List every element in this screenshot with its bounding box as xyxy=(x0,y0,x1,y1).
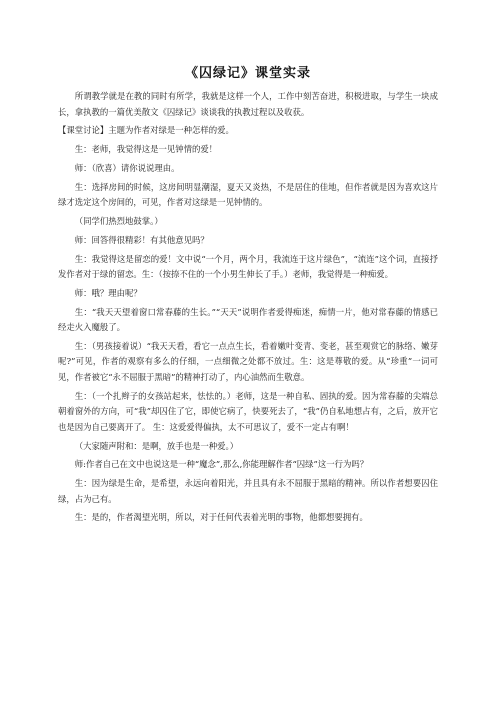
document-body xyxy=(58,89,438,526)
paragraph: 生：老师，我觉得这是一见钟情的爱！ xyxy=(74,144,218,155)
paragraph: 生：（一个扎辫子的女孩站起来，怯怯的。）老师，这是一种自私、固执的爱。因为常春藤的尖端总朝着窗外的方向，可“我”却囚住了它，即使它病了，快要死去了，“我”仍自私地想占有，之后，放开它也是因为自己要离开了。 生：这爱爱得偏执，太不可思议了，爱不一定占有啊！ xyxy=(58,390,438,432)
paragraph: 生：（男孩接着说）“我天天看，看它一点点生长，看着嫩叶变青、变老，甚至观赏它的脉络、嫩芽呢?”可见，作者的观察有多么的仔细，一点细微之处都不放过。生：这是尊敬的爱。从“珍重”一词可见，作者被它“永不屈服于黑暗”的精神打动了，内心油然而生敬意。 xyxy=(58,340,438,382)
paragraph: 生：选择房间的时候，这房间明显潮湿，夏天又炎热，不是居住的佳地，但作者就是因为喜欢这片绿才选定这个房间的，可见，作者对这绿是一见钟情的。 xyxy=(58,181,438,208)
paragraph: 生：是的，作者渴望光明，所以，对于任何代表着光明的事物，他都想要拥有。 xyxy=(74,512,368,523)
paragraph: 生：“我天天望着窗口常春藤的生长。”“天天”说明作者爱得痴迷，痴情一片，他对常春藤的情感已经走火入魔般了。 xyxy=(58,306,438,333)
paragraph: 师：（欣喜）请你说说理由。 xyxy=(74,162,180,173)
paragraph: 生：因为绿是生命，是希望，永远向着阳光，并且具有永不屈服于黑暗的精神。所以作者想要囚住绿，占为己有。 xyxy=(58,478,438,504)
paragraph: 生：我觉得这是留恋的爱！文中说“一个月，两个月，我流连于这片绿色”，“流连”这个词，直接抒发作者对于绿的留恋。生：（按捺不住的一个小男生伸长了手。）老师，我觉得是一种痴爱。 xyxy=(58,253,438,280)
paragraph: 【课堂讨论】主题为作者对绿是一种怎样的爱。 xyxy=(58,125,234,136)
paragraph: 所谓教学就是在教的同时有所学，我就是这样一个人，工作中刻苦奋进，积极进取，与学生一块成长，拿执教的一篇优美散文《囚绿记》谈谈我的执教过程以及收获。 xyxy=(58,91,438,117)
paragraph: （大家随声附和：是啊，放手也是一种爱。） xyxy=(74,440,239,451)
paragraph: （同学们热烈地鼓掌。） xyxy=(74,215,163,226)
document-title: 《囚绿记》课堂实录 xyxy=(184,66,311,81)
paragraph: 师:作者自己在文中也说这是一种“魔念”,那么,你能理解作者“囚绿”这一行为吗？ xyxy=(74,459,369,470)
paragraph: 师：哦？理由呢？ xyxy=(74,287,142,298)
paragraph: 师：回答得很精彩！有其他意见吗？ xyxy=(74,234,209,245)
